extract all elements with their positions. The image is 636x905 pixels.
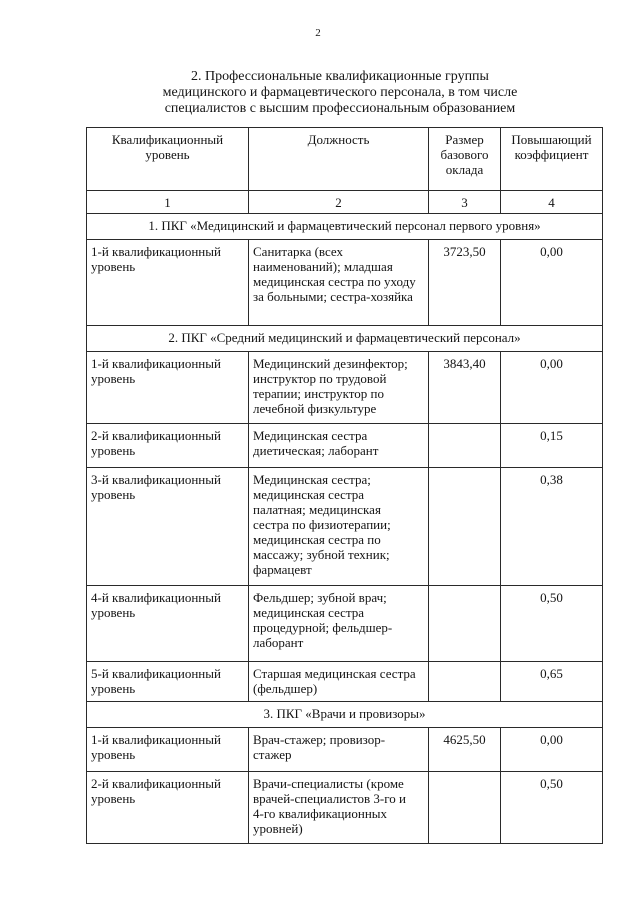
position-line: Санитарка (всех — [253, 244, 344, 259]
salary-cell — [429, 424, 501, 468]
title-line: специалистов с высшим профессиональным образованием — [164, 101, 516, 116]
group-title-row — [87, 214, 603, 240]
level-cell: 5-й квалификационный уровень — [87, 662, 249, 702]
position-line: наименований); младшая — [253, 259, 393, 274]
position-line: лаборант — [253, 635, 304, 650]
level-cell: 4-й квалификационный уровень — [87, 586, 249, 662]
table-row — [87, 728, 603, 772]
position-line: Медицинская сестра — [253, 428, 368, 443]
column-number: 3 — [429, 191, 501, 214]
column-number: 2 — [249, 191, 429, 214]
salary-cell — [429, 662, 501, 702]
position-cell — [249, 586, 429, 662]
position-line: процедурной; фельдшер- — [253, 620, 393, 635]
position-cell — [249, 728, 429, 772]
group-title-row — [87, 326, 603, 352]
position-line: Врачи-специалисты (кроме — [253, 776, 404, 791]
position-cell — [249, 662, 429, 702]
header-coefficient: Повышающий коэффициент — [501, 128, 603, 191]
header-position: Должность — [249, 128, 429, 191]
coefficient-cell: 0,00 — [501, 352, 603, 424]
salary-cell: 3843,40 — [429, 352, 501, 424]
position-cell — [249, 240, 429, 326]
salary-cell: 4625,50 — [429, 728, 501, 772]
position-line: врачей-специалистов 3-го и — [253, 791, 406, 806]
position-line: Врач-стажер; провизор- — [253, 732, 386, 747]
position-line: медицинская сестра по уходу — [253, 274, 416, 289]
column-number-row — [87, 191, 603, 214]
table-row — [87, 662, 603, 702]
coefficient-cell: 0,15 — [501, 424, 603, 468]
salary-cell — [429, 468, 501, 586]
table-header-row — [87, 128, 603, 191]
group-title: 1. ПКГ «Медицинский и фармацевтический персонал первого уровня» — [87, 214, 603, 240]
salary-cell: 3723,50 — [429, 240, 501, 326]
position-line: Медицинская сестра; — [253, 472, 371, 487]
table-row — [87, 586, 603, 662]
document-title — [100, 69, 580, 117]
page-number: 2 — [315, 27, 321, 39]
coefficient-cell: 0,38 — [501, 468, 603, 586]
coefficient-cell: 0,50 — [501, 772, 603, 844]
coefficient-cell: 0,50 — [501, 586, 603, 662]
table-row — [87, 468, 603, 586]
group-title-row — [87, 702, 603, 728]
header-salary: Размер базового оклада — [429, 128, 501, 191]
coefficient-cell: 0,00 — [501, 240, 603, 326]
position-line: сестра по физиотерапии; — [253, 517, 391, 532]
position-line: лечебной физкультуре — [253, 401, 377, 416]
position-line: фармацевт — [253, 562, 312, 577]
position-line: Фельдшер; зубной врач; — [253, 590, 387, 605]
table-row — [87, 772, 603, 844]
group-title: 2. ПКГ «Средний медицинский и фармацевтический персонал» — [87, 326, 603, 352]
position-line: Медицинский дезинфектор; — [253, 356, 408, 371]
coefficient-cell: 0,00 — [501, 728, 603, 772]
salary-cell — [429, 772, 501, 844]
level-cell: 1-й квалификационный уровень — [87, 728, 249, 772]
position-line: стажер — [253, 747, 292, 762]
column-number: 4 — [501, 191, 603, 214]
level-cell: 2-й квалификационный уровень — [87, 424, 249, 468]
table-row — [87, 424, 603, 468]
level-cell: 1-й квалификационный уровень — [87, 240, 249, 326]
qualification-table — [86, 127, 603, 844]
position-line: (фельдшер) — [253, 681, 318, 696]
level-cell: 2-й квалификационный уровень — [87, 772, 249, 844]
position-line: медицинская сестра — [253, 487, 365, 502]
salary-cell — [429, 586, 501, 662]
group-title: 3. ПКГ «Врачи и провизоры» — [87, 702, 603, 728]
coefficient-cell: 0,65 — [501, 662, 603, 702]
position-line: за больными; сестра-хозяйка — [253, 289, 413, 304]
position-cell — [249, 468, 429, 586]
position-line: Старшая медицинская сестра — [253, 666, 416, 681]
position-line: терапии; инструктор по — [253, 386, 384, 401]
position-line: уровней) — [253, 821, 303, 836]
position-line: 4-го квалификационных — [253, 806, 388, 821]
position-line: медицинская сестра — [253, 605, 365, 620]
position-cell — [249, 352, 429, 424]
position-line: медицинская сестра по — [253, 532, 381, 547]
position-line: диетическая; лаборант — [253, 443, 379, 458]
table-row — [87, 352, 603, 424]
title-line: 2. Профессиональные квалификационные группы — [191, 69, 489, 84]
header-level: Квалификационный уровень — [87, 128, 249, 191]
level-cell: 3-й квалификационный уровень — [87, 468, 249, 586]
position-cell — [249, 424, 429, 468]
position-line: массажу; зубной техник; — [253, 547, 390, 562]
position-line: инструктор по трудовой — [253, 371, 387, 386]
level-cell: 1-й квалификационный уровень — [87, 352, 249, 424]
position-cell — [249, 772, 429, 844]
table-row — [87, 240, 603, 326]
title-line: медицинского и фармацевтического персонала, в том числе — [162, 85, 518, 100]
column-number: 1 — [87, 191, 249, 214]
position-line: палатная; медицинская — [253, 502, 381, 517]
